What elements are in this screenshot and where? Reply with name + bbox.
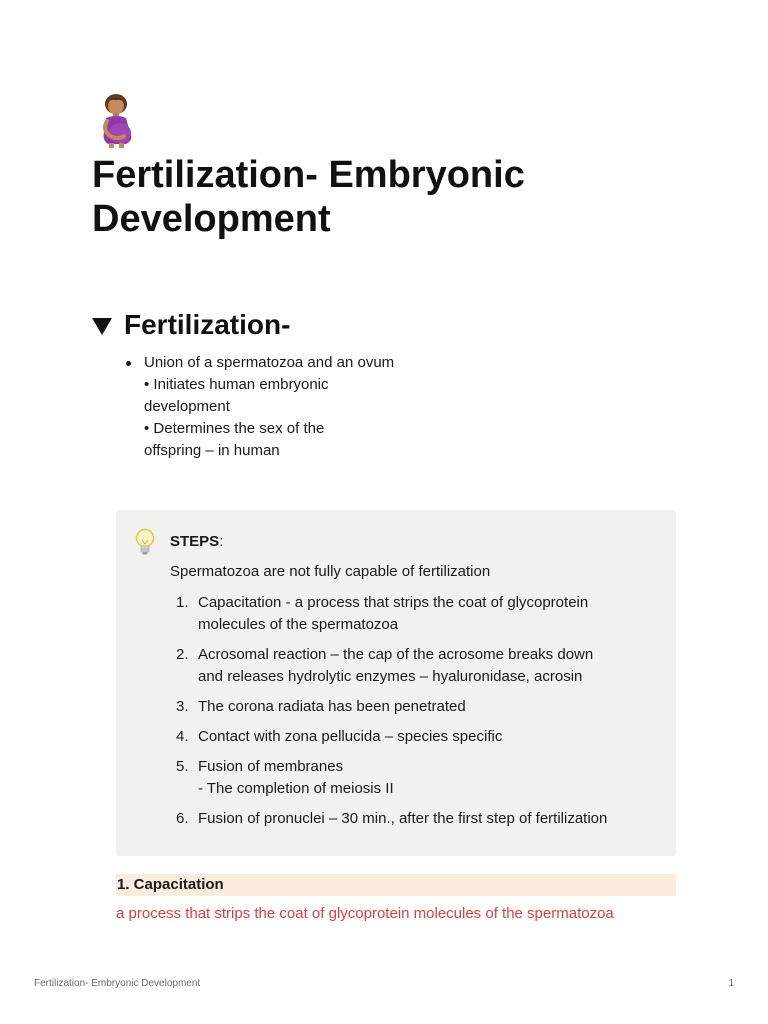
pregnant-woman-icon — [94, 94, 140, 148]
list-item — [170, 726, 660, 748]
footer-title: Fertilization- Embryonic Development — [34, 978, 201, 989]
list-item — [170, 756, 660, 800]
page-number: 1 — [728, 978, 734, 989]
step-number: 3. — [176, 698, 189, 715]
step-number: 5. — [176, 758, 189, 775]
step-text: The corona radiata has been penetrated — [198, 698, 466, 715]
step-text: Acrosomal reaction – the cap of the acrosome breaks down and releases hydrolytic enzymes – hyaluronidase, acrosin — [198, 646, 594, 685]
page-title: Fertilization- Embryonic Development — [92, 154, 525, 240]
toggle-title: Fertilization- — [124, 309, 291, 340]
toggle-fertilization[interactable] — [92, 306, 290, 344]
lightbulb-icon — [134, 528, 156, 558]
steps-callout — [116, 510, 676, 856]
list-item — [170, 696, 660, 718]
list-item — [170, 644, 660, 688]
steps-list — [170, 592, 660, 838]
triangle-down-icon[interactable] — [92, 318, 112, 335]
step-text: Capacitation - a process that strips the coat of glycoprotein molecules of the spermatozoa — [198, 594, 589, 633]
step-number: 4. — [176, 728, 189, 745]
capacitation-heading: 1. Capacitation — [116, 874, 676, 896]
step-number: 1. — [176, 594, 189, 611]
step-number: 2. — [176, 646, 189, 663]
list-item: Union of a spermatozoa and an ovum • Initiates human embryonic development • Determines the sex of the offspring – in human — [144, 352, 434, 462]
capacitation-definition: a process that strips the coat of glycoprotein molecules of the spermatozoa — [116, 905, 614, 922]
step-text: Fusion of membranes - The completion of meiosis II — [198, 758, 394, 797]
step-text: Contact with zona pellucida – species specific — [198, 728, 503, 745]
list-item — [170, 592, 660, 636]
page-icon — [94, 94, 140, 148]
step-text: Fusion of pronuclei – 30 min., after the first step of fertilization — [198, 810, 608, 827]
bullet-list — [144, 352, 434, 462]
callout-intro: Spermatozoa are not fully capable of fertilization — [170, 563, 491, 580]
callout-heading-bold: STEPS — [170, 533, 220, 550]
callout-heading-suffix: : — [219, 533, 224, 550]
list-item — [170, 808, 660, 830]
callout-heading — [170, 532, 223, 552]
step-number: 6. — [176, 810, 189, 827]
